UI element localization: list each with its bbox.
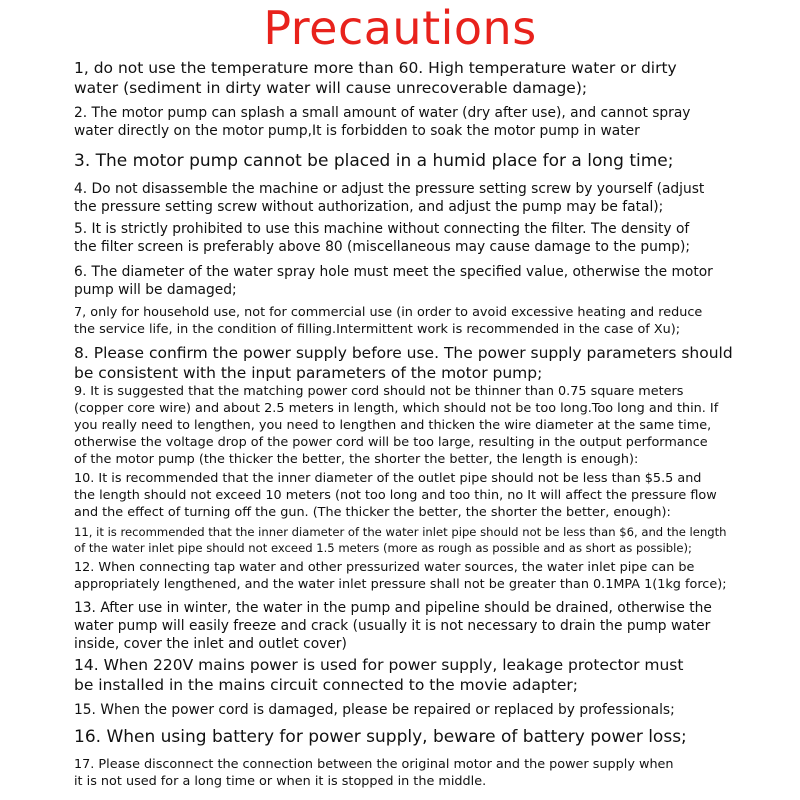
precaution-item-4 [74, 180, 742, 216]
line: appropriately lengthened, and the water inlet pressure shall not be greater than 0.1MPA 1(1kg force); [74, 577, 727, 592]
precaution-item-16 [74, 726, 742, 748]
line: 6. The diameter of the water spray hole must meet the specified value, otherwise the motor [74, 264, 713, 280]
precaution-item-11 [74, 524, 742, 556]
line: 4. Do not disassemble the machine or adjust the pressure setting screw by yourself (adjust [74, 181, 705, 197]
line: (copper core wire) and about 2.5 meters in length, which should not be too long.Too long and thin. If [74, 401, 719, 416]
precaution-item-14 [74, 655, 742, 695]
precaution-item-15 [74, 701, 742, 719]
line: 17. Please disconnect the connection between the original motor and the power supply when [74, 757, 674, 772]
line: 1, do not use the temperature more than 60. High temperature water or dirty [74, 59, 677, 77]
line: 2. The motor pump can splash a small amount of water (dry after use), and cannot spray [74, 105, 691, 121]
precaution-item-1 [74, 58, 742, 98]
line: otherwise the voltage drop of the power cord will be too large, resulting in the output performance [74, 435, 708, 450]
line: 11, it is recommended that the inner diameter of the water inlet pipe should not be less than $6, and the length [74, 525, 727, 539]
precaution-item-3 [74, 150, 742, 172]
line: the pressure setting screw without authorization, and adjust the pump may be fatal); [74, 199, 664, 215]
line: the service life, in the condition of filling.Intermittent work is recommended in the case of Xu); [74, 322, 681, 337]
line: 10. It is recommended that the inner diameter of the outlet pipe should not be less than $5.5 and [74, 471, 702, 486]
line: 9. It is suggested that the matching power cord should not be thinner than 0.75 square meters [74, 384, 684, 399]
line: water directly on the motor pump,It is forbidden to soak the motor pump in water [74, 123, 640, 139]
line: 13. After use in winter, the water in the pump and pipeline should be drained, otherwise the [74, 600, 712, 616]
line: the length should not exceed 10 meters (not too long and too thin, no It will affect the pressure flow [74, 488, 717, 503]
precaution-item-2 [74, 104, 742, 140]
line: 12. When connecting tap water and other pressurized water sources, the water inlet pipe can be [74, 560, 695, 575]
line: of the motor pump (the thicker the better, the shorter the better, the length is enough): [74, 452, 639, 467]
line: 14. When 220V mains power is used for power supply, leakage protector must [74, 656, 684, 674]
line: 7, only for household use, not for commercial use (in order to avoid excessive heating and reduce [74, 305, 703, 320]
line: and the effect of turning off the gun. (The thicker the better, the shorter the better, enough): [74, 505, 671, 520]
line: the filter screen is preferably above 80 (miscellaneous may cause damage to the pump); [74, 239, 691, 255]
line: of the water inlet pipe should not exceed 1.5 meters (more as rough as possible and as short as possible); [74, 541, 692, 555]
line: pump will be damaged; [74, 282, 237, 298]
line: 15. When the power cord is damaged, please be repaired or replaced by professionals; [74, 702, 675, 718]
precaution-item-7 [74, 304, 742, 338]
precaution-item-5 [74, 220, 742, 256]
precaution-item-10 [74, 470, 742, 521]
precaution-item-6 [74, 263, 742, 299]
line: inside, cover the inlet and outlet cover) [74, 636, 347, 652]
precaution-item-8 [74, 343, 742, 383]
precaution-item-13 [74, 599, 742, 653]
line: be consistent with the input parameters of the motor pump; [74, 364, 543, 382]
line: 3. The motor pump cannot be placed in a humid place for a long time; [74, 151, 674, 171]
precaution-item-17 [74, 756, 742, 790]
precaution-item-12 [74, 559, 742, 593]
line: 5. It is strictly prohibited to use this machine without connecting the filter. The density of [74, 221, 690, 237]
line: be installed in the mains circuit connected to the movie adapter; [74, 676, 579, 694]
page-title: Precautions [263, 1, 537, 55]
line: 8. Please confirm the power supply before use. The power supply parameters should [74, 344, 733, 362]
line: it is not used for a long time or when it is stopped in the middle. [74, 774, 487, 789]
line: water (sediment in dirty water will cause unrecoverable damage); [74, 79, 588, 97]
line: water pump will easily freeze and crack (usually it is not necessary to drain the pump water [74, 618, 711, 634]
precaution-item-9 [74, 383, 742, 468]
line: you really need to lengthen, you need to lengthen and thicken the wire diameter at the same time, [74, 418, 712, 433]
line: 16. When using battery for power supply, beware of battery power loss; [74, 727, 687, 747]
